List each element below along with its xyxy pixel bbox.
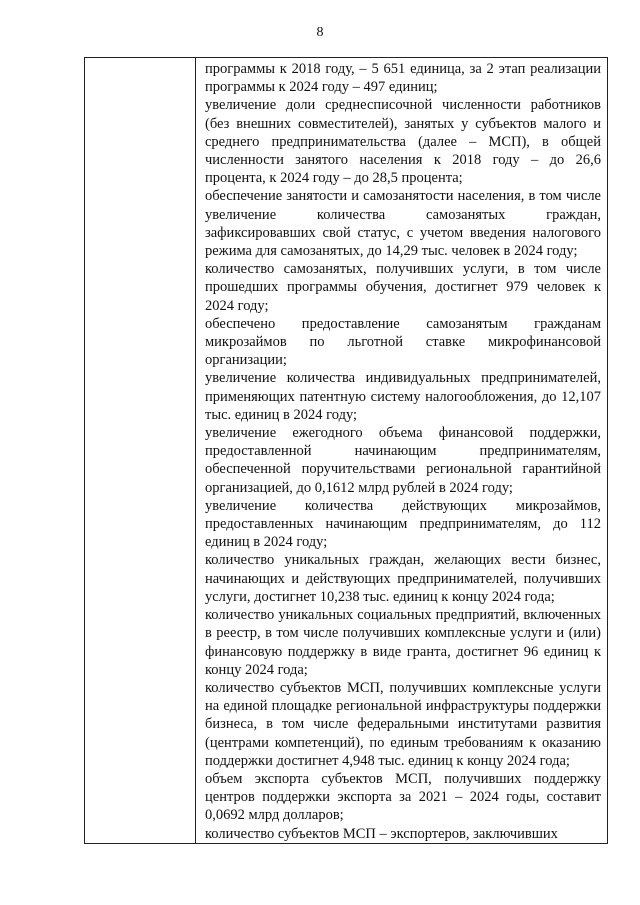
paragraph-self-employed-services: количество самозанятых, получивших услуги, в том числе прошедших программы обучения, достигнет 979 человек к 2024 году; xyxy=(205,261,601,314)
paragraph-social-enterprises: количество уникальных социальных предприятий, включенных в реестр, в том числе получивших комплексные услуги и (или) финансовую поддержку в виде гранта, достигнет 96 единиц к концу 2024 года; xyxy=(205,607,601,678)
paragraph-program-units: программы к 2018 году, – 5 651 единица, за 2 этап реализации программы к 2024 году – 497 единиц; xyxy=(205,61,601,96)
page-number: 8 xyxy=(316,25,324,40)
paragraph-export-volume: объем экспорта субъектов МСП, получивших поддержку центров поддержки экспорта за 2021 – 2024 годы, составит 0,0692 млрд долларов; xyxy=(205,770,601,824)
document-table xyxy=(84,57,608,844)
paragraph-financial-support: увеличение ежегодного объема финансовой поддержки, предоставленной начинающим предпринимателям, обеспеченной поручительствами региональной гарантийной организацией, до 0,1612 млрд рублей в 2024 году; xyxy=(205,425,601,496)
paragraph-active-microloans: увеличение количества действующих микрозаймов, предоставленных начинающим предпринимателям, до 112 единиц в 2024 году; xyxy=(205,497,601,551)
table-left-cell xyxy=(85,58,196,843)
paragraph-unique-citizens: количество уникальных граждан, желающих вести бизнес, начинающих и действующих предпринимателей, получивших услуги, достигнет 10,238 тыс. единиц к концу 2024 года; xyxy=(205,552,601,605)
table-right-cell xyxy=(196,58,607,843)
paragraph-patent-entrepreneurs: увеличение количества индивидуальных предпринимателей, применяющих патентную систему налогообложения, до 12,107 тыс. единиц в 2024 году; xyxy=(205,370,601,423)
paragraph-microloans-self-employed: обеспечено предоставление самозанятым гражданам микрозаймов по льготной ставке микрофинансовой организации; xyxy=(205,315,601,369)
paragraph-exporters: количество субъектов МСП – экспортеров, заключивших xyxy=(205,825,558,842)
paragraph-self-employment: обеспечение занятости и самозанятости населения, в том числе увеличение количества самозанятых граждан, зафиксировавших свой статус, с учетом введения налогового режима для самозанятых, до 14,29 тыс. человек в 2024 году; xyxy=(205,188,601,260)
paragraph-comprehensive-services: количество субъектов МСП, получивших комплексные услуги на единой площадке региональной инфраструктуры поддержки бизнеса, в том числе федеральными институтами развития (центрами компетенций), по единым требованиям к оказанию поддержки достигнет 4,948 тыс. единиц к концу 2024 года; xyxy=(205,679,601,769)
paragraph-employee-share: увеличение доли среднесписочной численности работников (без внешних совместителей), занятых у субъектов малого и среднего предпринимательства (далее – МСП), в общей численности занятого населения к 2018 году – до 26,6 процента, к 2024 году – до 28,5 процента; xyxy=(205,97,601,187)
